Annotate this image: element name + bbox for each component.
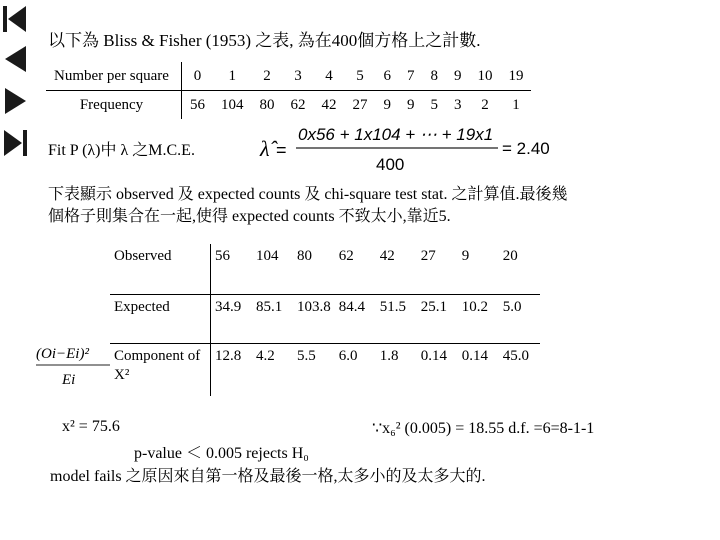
lambda-hat-symbol: λ̂ — [260, 136, 270, 161]
table-cell: 3 — [282, 62, 313, 91]
table-cell: 8 — [422, 62, 446, 91]
next-slide-icon[interactable] — [2, 86, 28, 116]
last-slide-icon[interactable] — [2, 128, 28, 158]
table-cell: 45.0 — [502, 348, 529, 364]
table-row — [46, 91, 531, 120]
table-cell: 4 — [313, 62, 344, 91]
table-cell: 0 — [181, 62, 213, 91]
table-cell: 3 — [453, 96, 462, 113]
table-cell: 103.8 — [293, 295, 335, 344]
table-row — [110, 295, 540, 344]
table-cell: 27 — [417, 244, 458, 295]
critical-value: ∵x₆² (0.005) = 18.55 d.f. =6=8-1-1 — [372, 420, 595, 437]
table-cell: 10 — [469, 62, 500, 91]
row-header-observed: Observed — [110, 244, 211, 295]
table-cell: 1 — [512, 96, 520, 113]
conclusion: model fails 之原因來自第一格及最後一格,太多小的及太多大的. — [50, 468, 486, 485]
description-line: 個格子則集合在一起,使得 expected counts 不致太小,靠近5. — [48, 208, 451, 225]
description-line: 下表顯示 observed 及 expected counts 及 chi-square test stat. 之計算值.最後幾 — [48, 186, 568, 203]
table-cell: 20 — [499, 244, 540, 295]
table-cell: 5 — [430, 96, 438, 113]
lambda-estimate-formula — [258, 120, 558, 176]
table-cell: 84.4 — [335, 295, 376, 344]
table-cell: 56 — [211, 244, 253, 295]
fit-label: Fit P (λ)中 λ 之M.C.E. — [48, 142, 195, 159]
table-cell: 2 — [251, 62, 282, 91]
row-header-number-per-square: Number per square — [46, 62, 181, 91]
table-cell: 104 — [252, 244, 293, 295]
first-slide-icon[interactable] — [2, 4, 28, 34]
table-cell: 4.2 — [256, 348, 275, 364]
table-cell: 19 — [500, 62, 531, 91]
table-cell: 10.2 — [458, 295, 499, 344]
chi-square-statistic: x² = 75.6 — [62, 418, 120, 435]
table-row — [110, 244, 540, 295]
table-row — [46, 62, 531, 91]
component-numerator: (Oi−Ei)² — [36, 346, 89, 362]
chi-square-table — [110, 244, 540, 396]
table-cell: 104 — [220, 96, 244, 113]
table-cell: 9 — [383, 96, 391, 113]
table-cell: 12.8 — [215, 348, 242, 364]
table-cell: 62 — [335, 244, 376, 295]
table-cell: 5.5 — [297, 348, 316, 364]
table-cell: 7 — [399, 62, 423, 91]
count-table — [46, 62, 531, 119]
table-cell: 0.14 — [461, 348, 488, 364]
table-cell: 25.1 — [417, 295, 458, 344]
formula-result: = 2.40 — [502, 139, 550, 158]
formula-denominator: 400 — [376, 155, 405, 174]
table-cell: 0.14 — [420, 348, 447, 364]
equals-sign: = — [276, 140, 287, 160]
description-paragraph — [48, 184, 698, 228]
formula-numerator: 0x56 + 1x104 + ⋯ + 19x1 — [298, 125, 494, 144]
table-cell: 5.0 — [499, 295, 540, 344]
table-cell: 34.9 — [211, 295, 253, 344]
table-cell: 80 — [293, 244, 335, 295]
component-formula — [34, 340, 114, 390]
table-cell: 5 — [344, 62, 375, 91]
table-row — [110, 344, 540, 397]
component-denominator: Ei — [62, 372, 76, 388]
table-cell: 62 — [290, 96, 306, 113]
slide-title: 以下為 Bliss & Fisher (1953) 之表, 為在400個方格上之計數. — [48, 31, 481, 50]
table-cell: 9 — [446, 62, 470, 91]
table-cell: 80 — [259, 96, 275, 113]
table-cell: 27 — [352, 96, 368, 113]
table-cell: 6 — [375, 62, 399, 91]
table-cell: 51.5 — [376, 295, 417, 344]
table-cell: 6.0 — [338, 348, 358, 364]
table-cell: 42 — [321, 96, 337, 113]
row-header-frequency: Frequency — [46, 91, 181, 120]
previous-slide-icon[interactable] — [2, 44, 28, 74]
table-cell: 9 — [458, 244, 499, 295]
table-cell: 2 — [481, 96, 489, 113]
table-cell: 56 — [189, 96, 205, 113]
p-value-statement: p-value ＜ 0.005 rejects H₀ — [134, 445, 309, 462]
table-cell: 9 — [406, 96, 415, 113]
table-cell: 42 — [376, 244, 417, 295]
row-header-expected: Expected — [110, 295, 211, 344]
table-cell: 85.1 — [252, 295, 293, 344]
table-cell: 1 — [213, 62, 252, 91]
row-header-component: Component of X² — [110, 344, 211, 397]
table-cell: 1.8 — [379, 348, 399, 364]
